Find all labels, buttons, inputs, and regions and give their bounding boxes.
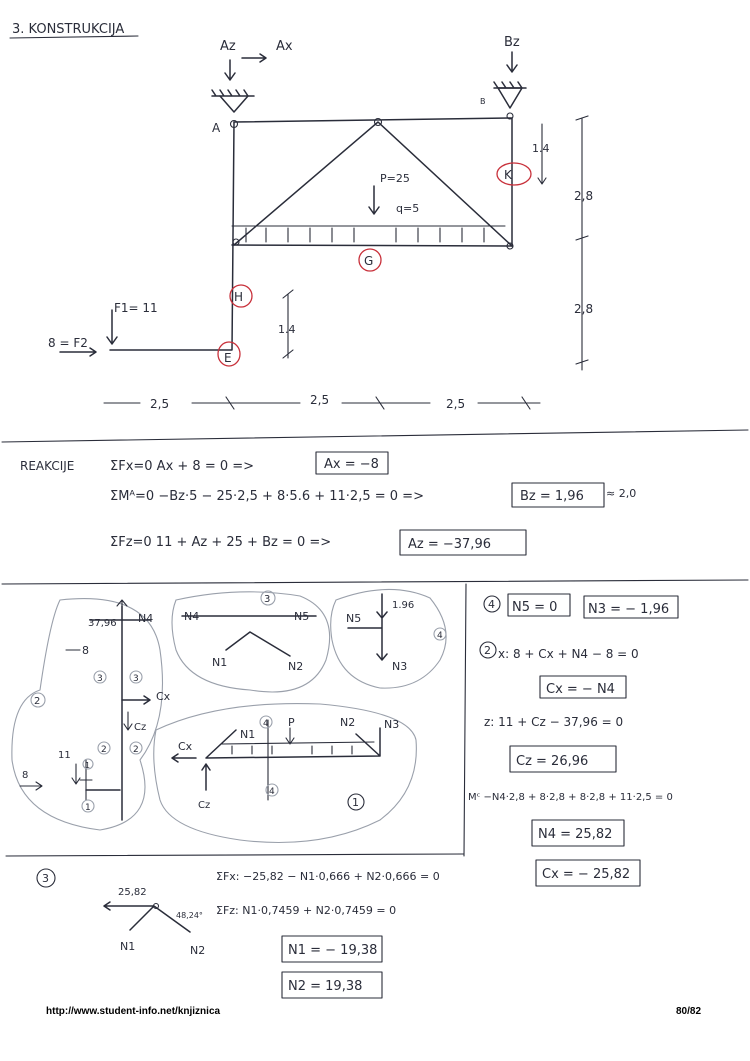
- rp-n5: N5 = 0: [512, 600, 558, 615]
- fbd-n4b: N4: [184, 610, 200, 623]
- fbd-n3a: N3: [392, 660, 408, 673]
- support-a: [220, 96, 248, 112]
- right-panel: [468, 594, 678, 886]
- fbd-c2b: 2: [133, 745, 139, 755]
- support-b-hatch: [494, 82, 526, 88]
- top-chord: [234, 118, 512, 246]
- fbd-37-96: 37,96: [88, 618, 117, 629]
- fbd-4-outline: [331, 589, 446, 688]
- n3-label: 3: [42, 872, 49, 885]
- fbd-c4b: 4: [263, 719, 269, 729]
- n3-n1: N1: [120, 940, 136, 953]
- rp-label4: 4: [488, 598, 495, 611]
- reaction-eq-1: ΣFx=0 Ax + 8 = 0 =>: [110, 459, 255, 474]
- fbd-1-load-line: [222, 742, 374, 744]
- label-h: H: [234, 290, 244, 304]
- fbd-1-p-arrow: [286, 728, 294, 744]
- fbd-cx1: Cx: [156, 690, 171, 703]
- free-body-diagrams: [12, 589, 446, 842]
- fbd-p2: P: [288, 716, 295, 729]
- fbd-c3: 3: [97, 674, 103, 684]
- fbd-cz1: Cz: [134, 722, 147, 733]
- label-f1: F1= 11: [114, 301, 158, 315]
- fbd-n1b: N1: [240, 728, 256, 741]
- header-title: 3. KONSTRUKCIJA: [12, 22, 125, 37]
- rp-n3: N3 = − 1,96: [588, 602, 670, 617]
- n3-eq-x: ΣFx: −25,82 − N1·0,666 + N2·0,666 = 0: [216, 870, 440, 883]
- fbd-2-cz-arrow: [124, 712, 132, 730]
- fbd-c1: 1: [352, 796, 359, 809]
- fbd-circle2: 2: [34, 696, 41, 707]
- fbd-n2a: N2: [288, 660, 304, 673]
- fbd-c4c: 4: [269, 787, 275, 797]
- reaction-result-1: Ax = −8: [324, 457, 379, 472]
- bz-arrow: [507, 52, 517, 72]
- fbd-n5a: N5: [294, 610, 310, 623]
- fbd-2-arms: [86, 696, 150, 790]
- vertical-divider: [464, 584, 466, 856]
- fbd-c3top: 3: [264, 594, 271, 605]
- fbd-2-11-arrow: [72, 764, 80, 784]
- fbd-c1b: 1: [85, 803, 91, 813]
- label-q: q=5: [396, 202, 420, 215]
- footer-page-number: 80/82: [676, 1006, 702, 1017]
- dim-v1: 1.4: [532, 142, 550, 155]
- reactions-label: REAKCIJE: [20, 459, 75, 473]
- fbd-n4a: N4: [138, 612, 154, 625]
- n3-n1-result: N1 = − 19,38: [288, 943, 378, 958]
- fbd-11: 11: [58, 750, 71, 761]
- n3-n2-result: N2 = 19,38: [288, 979, 363, 994]
- fbd-c2a: 2: [101, 745, 107, 755]
- fbd-1-96: 1.96: [392, 600, 415, 611]
- label-g: G: [364, 254, 374, 268]
- rp-eq-z: z: 11 + Cz − 37,96 = 0: [484, 715, 624, 729]
- fbd-4-member: [348, 594, 387, 660]
- fbd-2-8-arrow: [20, 782, 42, 790]
- rp-cz: Cz = 26,96: [516, 754, 589, 769]
- separator-1: [2, 430, 748, 442]
- rp-eq-m: Mᶜ −N4·2,8 + 8·2,8 + 8·2,8 + 11·2,5 = 0: [468, 792, 673, 803]
- fbd-2-outline: [12, 599, 163, 830]
- label-az: Az: [220, 39, 236, 54]
- inner-struts: [234, 122, 512, 246]
- dim-v4: 1.4: [278, 323, 296, 336]
- fbd-n5b: N5: [346, 612, 362, 625]
- reaction-result-2-approx: ≈ 2,0: [606, 487, 637, 500]
- ax-arrow: [242, 54, 266, 62]
- label-bz: Bz: [504, 35, 520, 50]
- fbd-2-member: [90, 606, 150, 820]
- label-p: P=25: [380, 172, 410, 185]
- footer-url[interactable]: http://www.student-info.net/knjiznica: [46, 1006, 221, 1017]
- dim-h2: 2,5: [310, 393, 330, 407]
- rp-cx: Cx = − N4: [546, 682, 615, 697]
- rp-eq-x: x: 8 + Cx + N4 − 8 = 0: [498, 647, 639, 661]
- rp-cxres: Cx = − 25,82: [542, 867, 631, 882]
- separator-3: [6, 854, 464, 856]
- reaction-eq-2: ΣMᴬ=0 −Bz·5 − 25·2,5 + 8·5.6 + 11·2,5 = 0 =>: [110, 489, 424, 504]
- right-dim-line: [576, 116, 588, 370]
- rp-label2: 2: [484, 644, 491, 657]
- fbd-n1a: N1: [212, 656, 228, 669]
- reaction-result-2: Bz = 1,96: [520, 489, 584, 504]
- fbd-n2b: N2: [340, 716, 356, 729]
- structure-diagram: [48, 35, 593, 411]
- fbd-1-outline: [154, 704, 417, 843]
- f1-arrow: [107, 310, 117, 344]
- label-f2: 8 = F2: [48, 336, 88, 350]
- fbd-1-load-arrows: [232, 746, 352, 754]
- fbd-cz2: Cz: [198, 800, 211, 811]
- dim-h3: 2,5: [446, 397, 466, 411]
- fbd-c4: 4: [437, 631, 443, 641]
- fbd-c3b: 3: [133, 674, 139, 684]
- n3-eq-z: ΣFz: N1·0,7459 + N2·0,7459 = 0: [216, 904, 397, 917]
- label-ax: Ax: [276, 39, 293, 54]
- n3-angle: 48,24°: [176, 911, 203, 920]
- label-e: E: [224, 351, 232, 365]
- rp-n4: N4 = 25,82: [538, 827, 613, 842]
- dim-v3: 2,8: [574, 302, 594, 316]
- reaction-eq-3: ΣFz=0 11 + Az + 25 + Bz = 0 =>: [110, 535, 332, 550]
- dim-h1: 2,5: [150, 397, 170, 411]
- fbd-cx2: Cx: [178, 740, 193, 753]
- reaction-result-3: Az = −37,96: [408, 537, 491, 552]
- dim-v2: 2,8: [574, 189, 594, 203]
- point-k-circle: [497, 163, 531, 185]
- load-arrows: [246, 228, 484, 242]
- label-a: A: [212, 121, 221, 135]
- n3-n2: N2: [190, 944, 206, 957]
- support-a-hatch: [212, 90, 254, 96]
- bottom-beam: [232, 245, 512, 246]
- fbd-1-cz-arrow: [202, 764, 210, 790]
- node-3-block: [37, 869, 440, 998]
- reactions-block: [20, 452, 636, 555]
- left-column-and-arm: [110, 122, 234, 350]
- separator-2: [2, 580, 748, 584]
- label-k: K: [504, 168, 512, 182]
- fbd-8b: 8: [22, 770, 29, 781]
- fbd-n3b: N3: [384, 718, 400, 731]
- fbd-c1a: 1: [85, 761, 91, 770]
- n3-force: 25,82: [118, 887, 147, 898]
- support-b: [498, 88, 522, 108]
- az-arrow: [225, 60, 235, 80]
- label-b: B: [480, 97, 486, 106]
- fbd-1-cx-arrow: [172, 754, 196, 762]
- p-arrow: [369, 186, 379, 214]
- fbd-8: 8: [82, 644, 89, 657]
- fbd-3-outline: [172, 592, 330, 692]
